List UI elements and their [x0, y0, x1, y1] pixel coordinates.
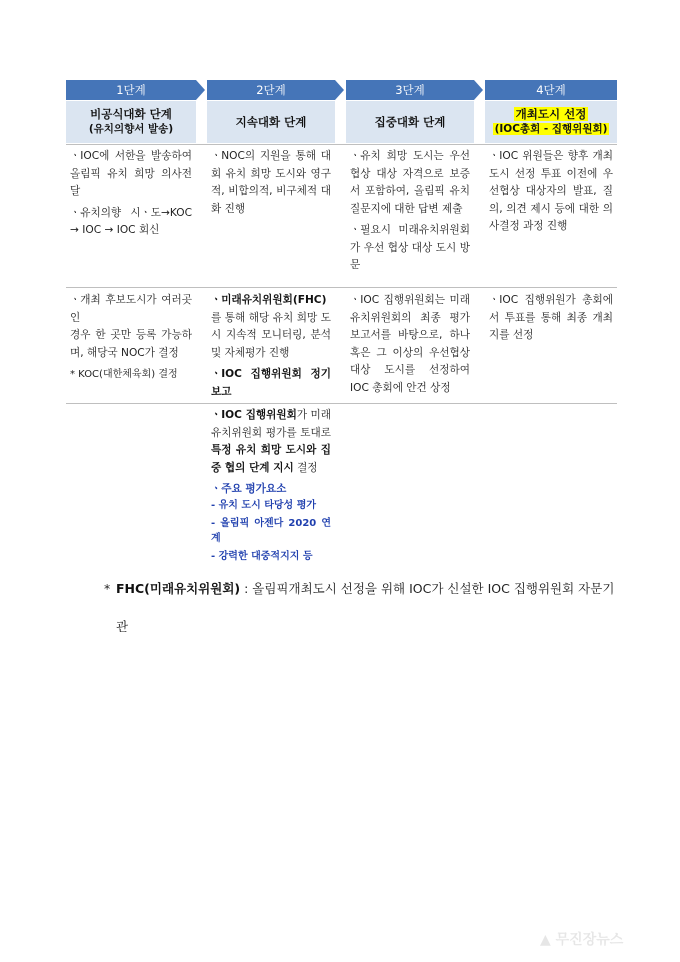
eval-title: ㆍ주요 평가요소: [211, 483, 287, 495]
stage-4-label: 4단계: [536, 83, 566, 97]
cell-text: 결정: [293, 461, 318, 474]
cell-text: ㆍ필요시 미래유치위원회가 우선 협상 대상 도시 방문: [350, 224, 470, 271]
stage-1-label: 1단계: [116, 83, 146, 97]
row-divider: [66, 403, 617, 404]
ioc-exec-label: ㆍIOC 집행위원회: [211, 409, 297, 421]
stage-3-title: 집중대화 단계: [374, 114, 446, 129]
row2-stage3-cell: [350, 292, 470, 401]
cell-text: ㆍIOC에 서한을 발송하여 올림픽 유치 희망 의사전달: [70, 150, 192, 197]
cell-text: ㆍ유치 희망 도시는 우선 협상 대상 자격으로 보증서 포함하여, 올림픽 유치 질문지에 대한 답변 제출: [350, 150, 470, 215]
cell-text: ㆍ개최 후보도시가 여러곳인: [70, 294, 192, 324]
cell-text: ㆍ유치의향 시ㆍ도→KOC → IOC → IOC 회신: [70, 206, 192, 236]
stage-4-title: 개최도시 선정: [515, 107, 587, 121]
stage-2-header: [207, 80, 335, 100]
stage-3-title-box: [346, 101, 474, 143]
row1-stage3-cell: [350, 148, 470, 279]
stage-1-title: 비공식대화 단계: [90, 107, 172, 121]
eval-item: - 올림픽 아젠다 2020 연계: [211, 518, 331, 544]
stage-3-label: 3단계: [395, 83, 425, 97]
footnote: [104, 570, 626, 646]
footnote-text: : 올림픽개최도시 선정을 위해 IOC가 신설한 IOC 집행위원회 자문기관: [116, 581, 615, 634]
cell-text: 를 통해 해당 유치 희망 도시 지속적 모니터링, 분석 및 자체평가 진행: [211, 311, 331, 359]
mountain-icon: ▲: [540, 932, 551, 948]
stage-2-label: 2단계: [256, 83, 286, 97]
row2-stage1-cell: [70, 292, 192, 388]
stage-1-header: [66, 80, 196, 100]
stage-1-subtitle: (유치의향서 발송): [88, 123, 174, 135]
cell-text: ㆍIOC 집행위원가 총회에서 투표를 통해 최종 개최지를 선정: [489, 294, 613, 341]
focus-directive: 특정 유치 희망 도시와 집중 협의 단계 지시: [211, 444, 331, 474]
row2-stage4-cell: [489, 292, 613, 349]
stage-1-title-box: [66, 101, 196, 143]
row-divider: [66, 287, 617, 288]
stage-4-header: [485, 80, 617, 100]
stage-2-title: 지속대화 단계: [235, 114, 307, 129]
stage-3-header: [346, 80, 474, 100]
row1-stage2-cell: [211, 148, 331, 222]
stage-2-title-box: [207, 101, 335, 143]
row2-stage2-cell: [211, 292, 331, 405]
fhc-label: ㆍ미래유치위원회(FHC): [211, 294, 327, 306]
cell-text: 경우 한 곳만 등록 가능하며, 해당국 NOC가 결정: [70, 329, 192, 359]
stage-4-subtitle: (IOC총회 - 집행위원회): [494, 123, 608, 135]
row-divider: [66, 144, 617, 145]
cell-note: * KOC(대한체육회) 결정: [70, 369, 178, 380]
cell-text: ㆍIOC 집행위원회는 미래유치위원회의 최종 평가 보고서를 바탕으로, 하나 혹은 그 이상의 우선협상 대상 도시를 선정하여 IOC 총회에 안건 상정: [350, 294, 470, 394]
eval-item: - 강력한 대중적지지 등: [211, 551, 313, 562]
eval-item: - 유치 도시 타당성 평가: [211, 499, 317, 511]
cell-text: ㆍNOC의 지원을 통해 대회 유치 희망 도시와 영구적, 비합의적, 비구체적 대화 진행: [211, 150, 331, 215]
row1-stage4-cell: [489, 148, 613, 240]
row1-stage1-cell: [70, 148, 192, 244]
watermark: [540, 929, 623, 949]
footnote-star: *: [104, 581, 111, 596]
ioc-report-label: ㆍIOC 집행위원회 정기 보고: [211, 368, 331, 398]
row3-stage2-cell: [211, 407, 331, 569]
cell-text: 가 미래유치위원회 평가를 토대로: [211, 409, 331, 439]
watermark-text: 무진장뉴스: [555, 932, 624, 948]
stage-4-title-box: [485, 101, 617, 143]
footnote-term: FHC(미래유치위원회): [116, 581, 241, 596]
cell-text: ㆍIOC 위원들은 향후 개최도시 선정 투표 이전에 우선협상 대상자의 발표, 질의, 의견 제시 등에 대한 의사결정 과정 진행: [489, 150, 613, 232]
